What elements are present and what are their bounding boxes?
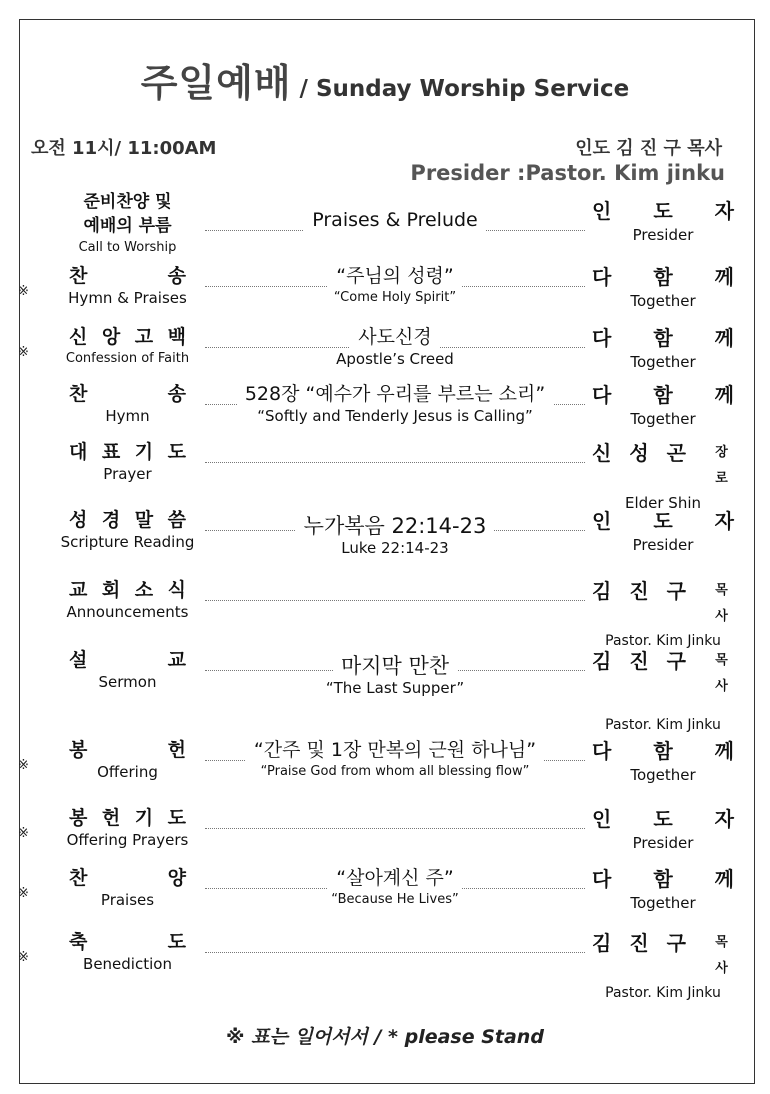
item-content-text [205,382,585,426]
item-content-english [205,538,585,558]
item-content [205,738,585,778]
leader-english: Presider [632,834,694,852]
dotted-leader [205,600,585,601]
item-name-char: 찬 [69,383,88,405]
leader-char: 김 [592,649,612,673]
item-name-line: 예배의 부름 [83,216,172,236]
leader-char: 구 [666,649,686,673]
item-name-korean [69,806,186,830]
item-content-korean-text: 마지막 만찬 [333,654,457,678]
leader-char: 구 [666,579,686,603]
leader-char: 김 [592,931,612,955]
item-leader [592,648,734,736]
item-content-english-text: “Praise God from whom all blessing flow” [253,762,538,782]
item-name-char: 봉 [69,739,88,761]
order-item-name [55,190,200,258]
item-name-char: 씀 [167,509,186,531]
item-name-english: Offering [97,763,158,781]
leader-korean [592,806,734,832]
item-name-char: 교 [167,649,186,671]
leader-english: Presider [632,536,694,554]
item-name-english: Scripture Reading [60,533,195,551]
item-name-char: 교 [69,579,88,601]
item-content [205,866,585,906]
item-name-char: 식 [167,579,186,601]
leader-english: Pastor. Kim Jinku [605,985,721,1001]
leader-char: 구 [666,931,686,955]
item-name-english: Announcements [66,603,189,621]
item-name-char: 설 [69,649,88,671]
leader-char: 다 [592,867,612,891]
item-name-korean [69,325,186,349]
item-leader [592,806,734,854]
item-content [205,578,585,618]
dotted-leader [205,952,585,953]
order-item-name [55,806,200,850]
leader-char: 도 [653,807,673,831]
item-name-char: 봉 [69,807,88,829]
item-content-korean [205,866,585,890]
item-name-korean [69,578,186,602]
item-name-char: 송 [167,383,186,405]
item-name-char: 헌 [101,807,121,829]
footer-note: ※ 표는 일어서서 / * please Stand [226,1026,544,1048]
item-name-korean [55,190,200,238]
item-leader [592,866,734,914]
stand-mark: ※ [18,758,29,773]
leader-char: 인 [592,807,612,831]
item-name-char: 백 [167,326,186,348]
leader-char: 도 [653,509,673,533]
item-name-english: Sermon [98,673,157,691]
leader-char: 함 [653,326,673,350]
leader-char: 진 [629,931,649,955]
item-name-char: 대 [69,441,88,463]
item-content [205,382,585,425]
item-content-text [205,514,585,558]
item-content-english-text: Luke 22:14-23 [333,538,456,558]
item-leader [592,440,734,514]
item-content-korean-text: 528장 “예수가 우리를 부르는 소리” [237,382,553,406]
item-name-korean [69,382,186,406]
dotted-leader [205,462,585,463]
item-content-text [205,325,585,369]
stand-mark: ※ [18,886,29,901]
item-name-english: Hymn [105,407,150,425]
leader-english: Together [630,894,696,912]
item-name-char: 고 [134,326,154,348]
leader-char: 진 [629,649,649,673]
leader-english: Presider [632,226,694,244]
presider-english: Presider :Pastor. Kim jinku [410,161,725,185]
leader-korean [592,264,734,290]
leader-char: 께 [714,867,734,891]
leader-english: Together [630,292,696,310]
page-title [0,52,770,107]
leader-korean [592,648,734,700]
item-content [205,508,585,557]
item-leader [592,738,734,786]
item-name-korean [69,508,186,532]
item-content-english [205,890,585,910]
leader-korean [592,198,734,224]
item-name-english: Confession of Faith [65,351,190,366]
item-leader [592,264,734,312]
leader-korean [592,440,734,492]
leader-title: 목사 [715,583,731,624]
item-leader [592,578,734,652]
item-content-korean [205,382,585,406]
item-content-english-text: “Because He Lives” [323,890,466,910]
item-name-char: 도 [167,807,186,829]
item-name-english: Call to Worship [78,240,177,255]
leader-title: 목사 [715,653,731,694]
item-name-korean [69,264,186,288]
leader-korean [592,930,734,982]
leader-char: 다 [592,326,612,350]
leader-char: 신 [592,441,612,465]
order-item-name [55,930,200,974]
leader-korean [592,508,734,534]
leader-char: 함 [653,265,673,289]
item-content-text [205,264,585,308]
leader-english: Pastor. Kim Jinku [605,633,721,649]
order-item-name [55,738,200,782]
leader-char: 자 [714,199,734,223]
item-name-english: Prayer [103,465,152,483]
item-name-english: Offering Prayers [66,831,189,849]
leader-char: 께 [714,739,734,763]
leader-title: 목사 [715,935,731,976]
leader-char: 다 [592,383,612,407]
item-content-korean-text: 누가복음 22:14-23 [296,514,495,538]
presider-korean: 인도 김 진 구 목사 [575,138,722,159]
leader-english: Elder Shin [624,494,702,512]
item-name-char: 헌 [167,739,186,761]
item-content-korean-text: “살아계신 주” [328,866,462,890]
item-content-english [205,762,585,782]
leader-korean [592,866,734,892]
leader-char: 도 [653,199,673,223]
dotted-leader [205,828,585,829]
item-name-char: 말 [134,509,154,531]
stand-mark: ※ [18,345,29,360]
item-content-english [205,678,585,698]
item-content [205,648,585,697]
item-name-char: 기 [134,807,154,829]
item-content-korean [205,325,585,349]
stand-mark: ※ [18,950,29,965]
leader-english: Together [630,353,696,371]
item-leader [592,325,734,373]
order-item-name [55,578,200,622]
item-content-korean [205,514,585,538]
item-content-korean-text: “주님의 성령” [328,264,462,288]
leader-char: 께 [714,383,734,407]
item-content-korean [205,208,585,232]
title-korean: 주일예배 [140,61,292,105]
item-name-char: 양 [167,867,186,889]
leader-char: 인 [592,199,612,223]
leader-char: 다 [592,739,612,763]
order-item-name [55,648,200,692]
item-name-korean [69,738,186,762]
leader-char: 성 [629,441,649,465]
item-content-korean [205,738,585,762]
item-content [205,208,585,248]
leader-korean [592,578,734,630]
leader-korean [592,738,734,764]
item-content [205,806,585,846]
item-content-english [205,406,585,426]
item-content-text [205,738,585,782]
leader-english: Pastor. Kim Jinku [605,717,721,733]
item-content-english [205,288,585,308]
order-item-name [55,508,200,552]
item-name-char: 회 [101,579,121,601]
item-name-char: 축 [69,931,88,953]
item-leader [592,382,734,430]
item-content-text [205,866,585,910]
item-content-korean-text: 사도신경 [350,325,439,349]
item-content-text [205,654,585,698]
stand-mark: ※ [18,826,29,841]
leader-char: 함 [653,867,673,891]
item-name-english: Praises [100,891,155,909]
order-item-name [55,440,200,484]
leader-char: 진 [629,579,649,603]
item-content-text [205,208,585,232]
leader-char: 함 [653,739,673,763]
leader-korean [592,325,734,351]
leader-char: 다 [592,265,612,289]
leader-char: 께 [714,326,734,350]
title-english: / Sunday Worship Service [299,76,630,102]
item-content-korean-text: Praises & Prelude [304,208,486,232]
item-name-char: 앙 [101,326,121,348]
leader-char: 자 [714,807,734,831]
leader-title: 장로 [715,445,731,486]
item-name-char: 찬 [69,265,88,287]
item-content [205,930,585,970]
item-name-char: 송 [167,265,186,287]
item-content-korean [205,654,585,678]
leader-korean [592,382,734,408]
order-item-name [55,325,200,369]
item-name-char: 경 [101,509,121,531]
item-content [205,440,585,480]
item-name-korean [69,440,186,464]
item-name-english: Hymn & Praises [68,289,187,307]
leader-char: 김 [592,579,612,603]
item-name-char: 표 [101,441,121,463]
item-name-korean [69,648,186,672]
item-leader [592,198,734,246]
item-name-english: Benediction [83,955,172,973]
item-content-english-text: “The Last Supper” [318,678,472,698]
item-content-english-text: Apostle’s Creed [328,349,462,369]
item-content-english-text: “Come Holy Spirit” [326,288,464,308]
item-name-char: 도 [167,931,186,953]
leader-char: 함 [653,383,673,407]
leader-char: 곤 [666,441,686,465]
order-item-name [55,866,200,910]
item-leader [592,508,734,556]
leader-english: Together [630,766,696,784]
item-leader [592,930,734,1004]
item-name-char: 찬 [69,867,88,889]
item-name-line: 준비찬양 및 [83,192,172,212]
item-name-korean [69,866,186,890]
item-name-char: 도 [167,441,186,463]
item-name-korean [69,930,186,954]
item-content [205,264,585,304]
item-name-char: 기 [134,441,154,463]
leader-char: 자 [714,509,734,533]
leader-char: 께 [714,265,734,289]
item-content-korean [205,264,585,288]
item-content [205,325,585,368]
item-content-english-text: “Softly and Tenderly Jesus is Calling” [249,406,541,426]
leader-english: Together [630,410,696,428]
item-name-char: 소 [134,579,154,601]
item-name-char: 성 [69,509,88,531]
item-name-char: 신 [69,326,88,348]
item-content-korean-text: “간주 및 1장 만복의 근원 하나님” [246,738,544,762]
stand-mark: ※ [18,284,29,299]
order-item-name [55,264,200,308]
item-content-english [205,349,585,369]
service-time: 오전 11시/ 11:00AM [31,138,217,159]
leader-char: 인 [592,509,612,533]
order-item-name [55,382,200,426]
